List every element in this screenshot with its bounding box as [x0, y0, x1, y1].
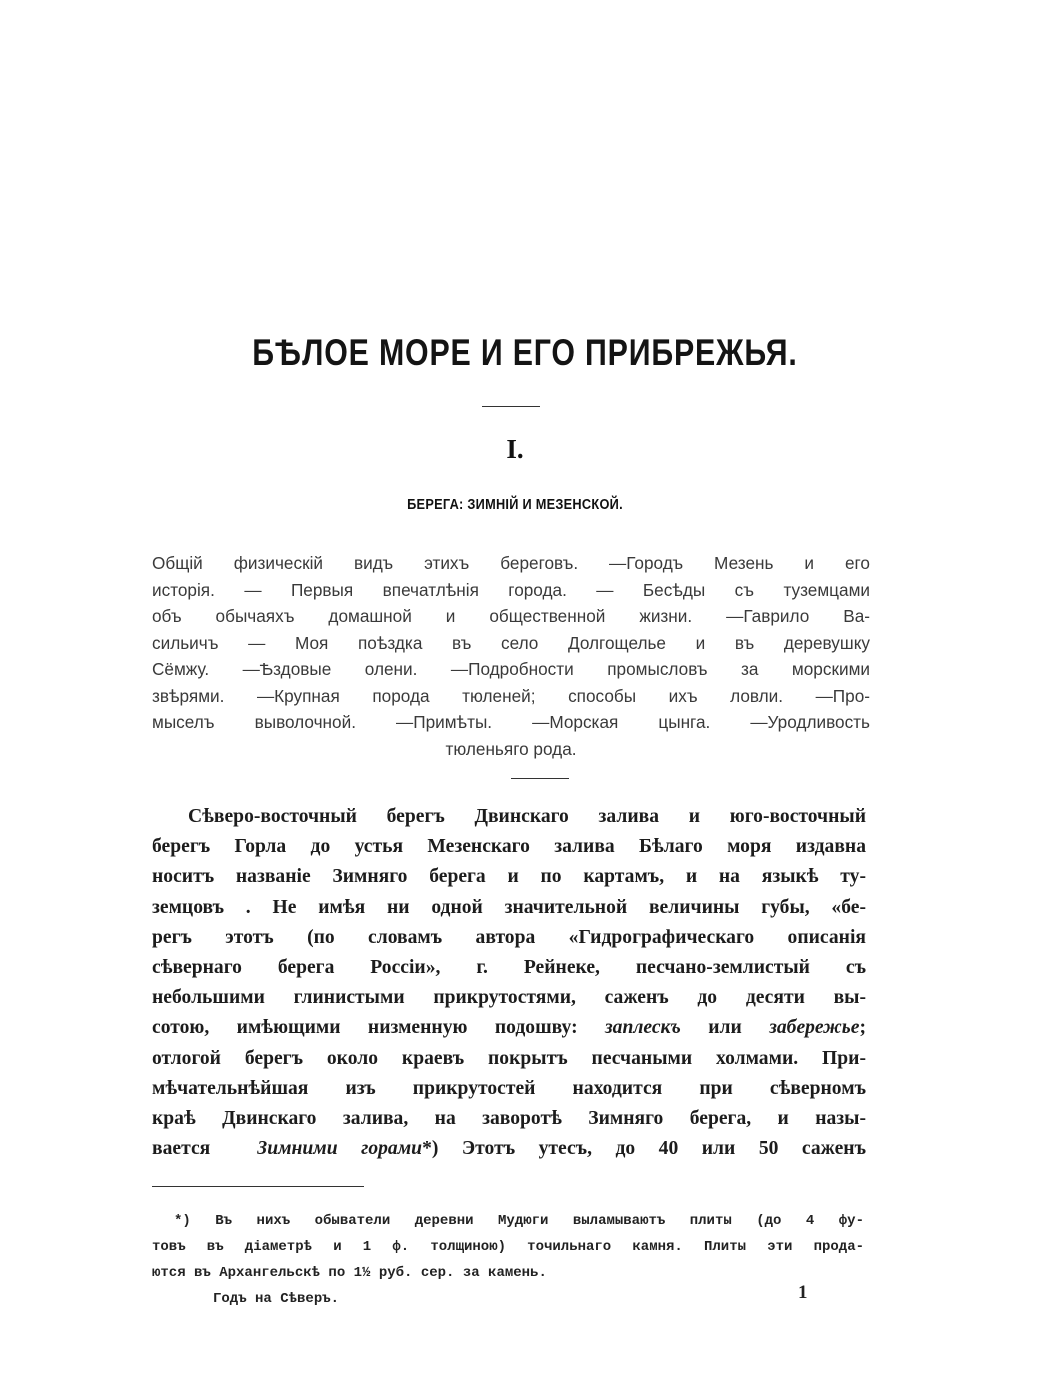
summary-line: объ обычаяхъ домашной и общественной жизни. —Гаврило Ва-: [152, 606, 870, 626]
summary-line: Сёмжу. —Ѣздовые олени. —Подробности промысловъ за морскими: [152, 659, 870, 679]
footnote-line: ются въ Архангельскѣ по 1½ руб. сер. за камень.: [152, 1265, 547, 1281]
body-line: берегъ Горла до устья Мезенскаго залива Бѣлаго моря издавна: [152, 836, 866, 858]
summary-line: звѣрями. —Крупная порода тюленей; способы ихъ ловли. —Про-: [152, 685, 870, 706]
title-divider: [482, 406, 540, 407]
conjunction-or: или: [708, 1017, 742, 1039]
body-line: Сѣверо-восточный берегъ Двинскаго залива и юго-восточный: [188, 806, 866, 827]
body-line: земцовъ . Не имѣя ни одной значительной величины губы, «бе-: [152, 896, 866, 918]
footnote: [152, 1208, 864, 1286]
footnote-line: *) Въ нихъ обыватели деревни Мудюги выламываютъ плиты (до 4 фу-: [174, 1213, 864, 1229]
chapter-heading: БЕРЕГА: ЗИМНІЙ И МЕЗЕНСКОЙ.: [407, 497, 623, 513]
body-line: сѣвернаго берега Россіи», г. Рейнеке, песчано-землистый съ: [152, 957, 866, 979]
summary-line: Общій физическій видъ этихъ береговъ. —Городъ Мезень и его: [152, 553, 870, 573]
body-line: регъ этотъ (по словамъ автора «Гидрографическаго описанія: [152, 926, 866, 948]
summary-line: исторія. — Первыя впечатлѣнія города. — Бесѣды съ туземцами: [152, 579, 870, 600]
summary-line: мыселъ выволочной. —Примѣты. —Морская цынга. —Уродливость: [152, 712, 870, 732]
chapter-summary: [152, 550, 870, 762]
body-line: [152, 1134, 866, 1164]
body-line: отлогой берегъ около краевъ покрытъ песчаными холмами. При-: [152, 1047, 866, 1069]
summary-divider: [511, 778, 569, 779]
footnote-line: товъ въ діаметрѣ и 1 ф. толщиною) точильнаго камня. Плиты эти прода-: [152, 1239, 864, 1255]
body-line: краѣ Двинскаго залива, на заворотѣ Зимняго берега, и назы-: [152, 1108, 866, 1130]
body-line: небольшими глинистыми прикрутостями, саженъ до десяти вы-: [152, 987, 866, 1009]
italic-term-zaplesk: заплескъ: [605, 1017, 681, 1039]
body-line: сотою, имѣющими низменную подошву: заплескъ или забережье;: [152, 1017, 866, 1039]
page-title: БѢЛОЕ МОРЕ И ЕГО ПРИБРЕЖЬЯ.: [252, 332, 798, 373]
chapter-number: I.: [506, 434, 524, 464]
body-line-text: Этотъ утесъ, до 40 или 50 саженъ: [461, 1138, 867, 1160]
body-line: носитъ названіе Зимняго берега и по картамъ, и на языкѣ ту-: [152, 866, 866, 888]
summary-line: сильичъ — Моя поѣздка въ село Долгощелье и въ деревушку: [152, 632, 870, 653]
footnote-marker: *): [422, 1138, 439, 1160]
summary-line: тюленьяго рода.: [445, 738, 577, 759]
body-line: мѣчательнѣйшая изъ прикрутостей находится при сѣверномъ: [152, 1077, 866, 1099]
page-number: 1: [798, 1282, 808, 1303]
italic-term-zaberezhye: забережье: [769, 1017, 860, 1039]
footnote-divider: [152, 1186, 364, 1187]
body-paragraph: [152, 802, 866, 1164]
italic-term-winter-hills: Зимними горами: [257, 1138, 423, 1160]
running-foot: Годъ на Сѣверъ.: [213, 1291, 340, 1307]
body-line-text: вается: [152, 1138, 211, 1160]
body-line-text: сотою, имѣющими низменную подошву:: [152, 1017, 578, 1039]
